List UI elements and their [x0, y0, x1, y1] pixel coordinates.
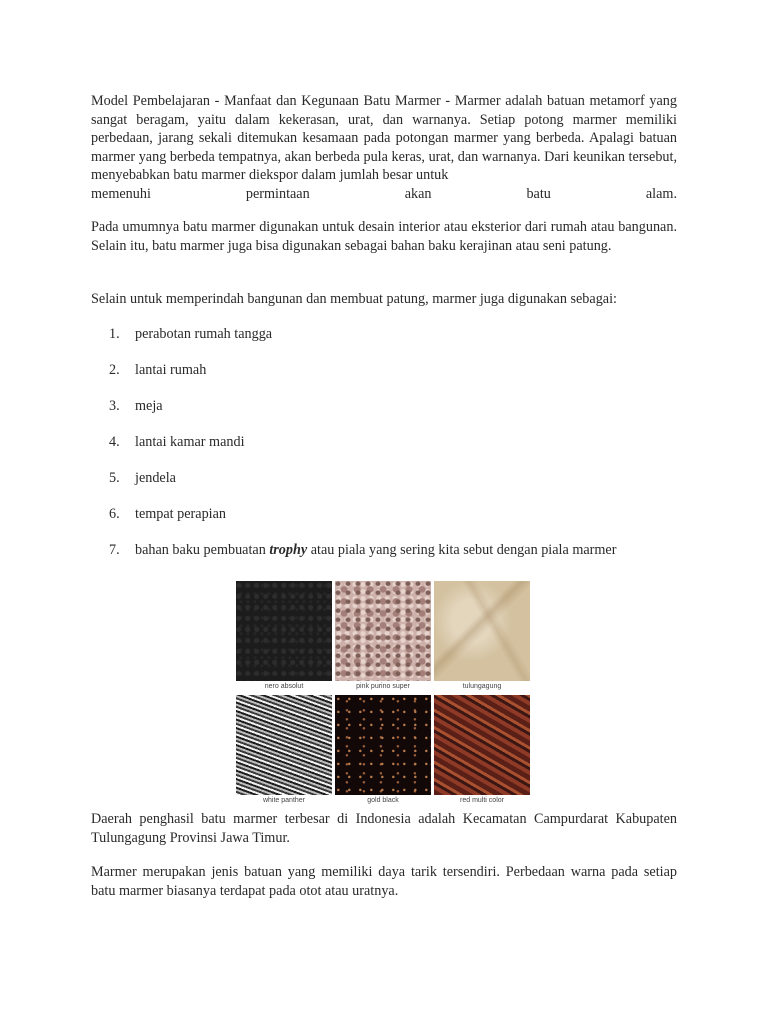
list-item-text: perabotan rumah tangga — [135, 326, 273, 342]
marble-swatch-gold-black — [335, 695, 431, 795]
list-item-text-before: bahan baku pembuatan — [135, 542, 270, 558]
list-item-text: lantai rumah — [135, 362, 207, 378]
list-item-number: 5. — [109, 470, 120, 486]
list-item-number: 4. — [109, 434, 120, 450]
list-item-number: 3. — [109, 398, 120, 414]
emphasis-trophy: trophy — [269, 542, 308, 558]
list-item — [109, 361, 616, 397]
marble-samples-image — [233, 578, 533, 806]
closing-paragraph: Marmer merupakan jenis batuan yang memiliki daya tarik tersendiri. Perbedaan warna pada setiap batu marmer biasanya terdapat pada otot atau uratnya. — [91, 864, 677, 899]
intro-paragraph-last-line: memenuhi permintaan akan batu alam. — [91, 185, 677, 202]
marble-swatch-white-panther — [236, 695, 332, 795]
swatch-caption: gold black — [367, 797, 399, 804]
swatch-caption: pink purino super — [356, 683, 410, 690]
swatch-caption: red multi color — [460, 797, 504, 804]
list-item — [109, 397, 616, 433]
list-item — [109, 433, 616, 469]
usage-list — [109, 325, 616, 577]
list-item-text — [135, 541, 616, 577]
swatch-caption: tulungagung — [462, 683, 502, 690]
list-item-text: tempat perapian — [135, 506, 226, 522]
swatch-caption: nero absolut — [264, 683, 304, 690]
usage-paragraph: Pada umumnya batu marmer digunakan untuk desain interior atau eksterior dari rumah atau bangunan. Selain itu, batu marmer juga bisa digunakan sebagai bahan baku kerajinan atau seni patung. — [91, 219, 677, 254]
marble-swatch-red-multi-color — [434, 695, 530, 795]
list-item — [109, 325, 616, 361]
region-paragraph: Daerah penghasil batu marmer terbesar di Indonesia adalah Kecamatan Campurdarat Kabupaten Tulungagung Provinsi Jawa Timur. — [91, 811, 677, 846]
list-item-text: lantai kamar mandi — [135, 434, 245, 450]
list-item-number: 7. — [109, 542, 120, 558]
intro-paragraph-body: Model Pembelajaran - Manfaat dan Kegunaan Batu Marmer - Marmer adalah batuan metamorf yang sangat beragam, yaitu dalam kekerasan, urat, dan warnanya. Setiap potong marmer memiliki perbedaan, jarang sekali ditemukan kesamaan pada potongan marmer yang berbeda. Apalagi batuan marmer yang berbeda tempatnya, akan berbeda pula keras, urat, dan warnanya. Dari keunikan tersebut, menyebabkan batu marmer diekspor dalam jumlah besar untuk — [91, 93, 677, 183]
list-item-text-after: atau piala yang sering kita sebut dengan piala marmer — [307, 542, 617, 558]
list-item-number: 1. — [109, 326, 120, 342]
list-item — [109, 505, 616, 541]
swatch-caption: white panther — [262, 797, 306, 804]
list-item — [109, 469, 616, 505]
marble-swatch-tulungagung — [434, 581, 530, 681]
list-item-text: jendela — [135, 470, 176, 486]
marble-swatch-pink-purino-super — [335, 581, 431, 681]
list-item-number: 2. — [109, 362, 120, 378]
list-item-text: meja — [135, 398, 163, 414]
intro-paragraph — [91, 92, 677, 203]
list-item — [109, 541, 616, 577]
list-intro-paragraph: Selain untuk memperindah bangunan dan membuat patung, marmer juga digunakan sebagai: — [91, 291, 617, 307]
marble-swatch-nero-absolut — [236, 581, 332, 681]
list-item-number: 6. — [109, 506, 120, 522]
